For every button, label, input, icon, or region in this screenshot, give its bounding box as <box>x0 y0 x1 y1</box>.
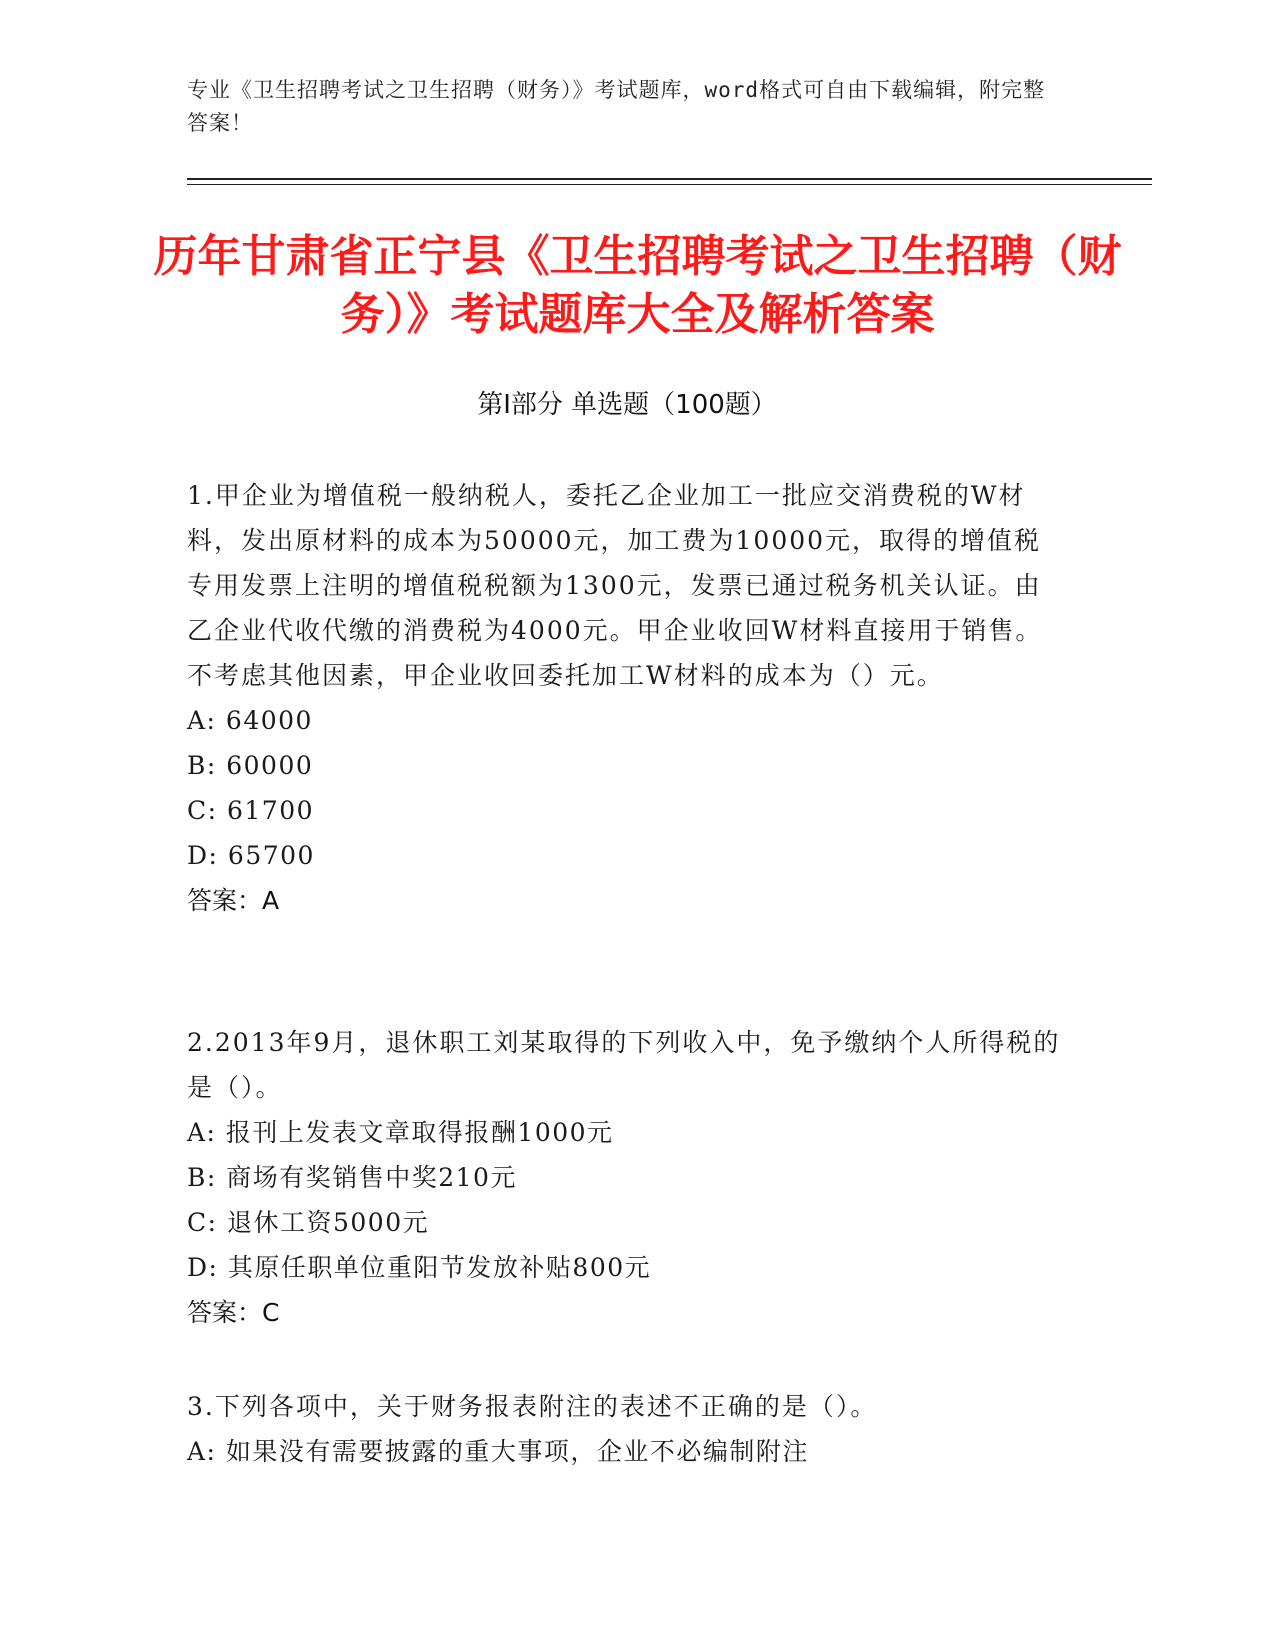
answer-line: 答案：A <box>187 886 280 915</box>
answer-line: 答案：C <box>187 1298 280 1327</box>
header-divider-thick <box>187 178 1152 180</box>
option-c: C: 退休工资5000元 <box>187 1208 430 1237</box>
document-title: 历年甘肃省正宁县《卫生招聘考试之卫生招聘（财务）》考试题库大全及解析答案 <box>153 231 1122 340</box>
option-c: C: 61700 <box>187 796 315 825</box>
option-b: B: 商场有奖销售中奖210元 <box>187 1163 517 1192</box>
question-1 <box>187 473 1067 923</box>
question-3 <box>187 1384 1067 1474</box>
option-d: D: 其原任职单位重阳节发放补贴800元 <box>187 1253 652 1282</box>
header-divider-thin <box>187 184 1152 185</box>
option-d: D: 65700 <box>187 841 315 870</box>
question-stem: 2.2013年9月，退休职工刘某取得的下列收入中，免予缴纳个人所得税的是（）。 <box>187 1028 1061 1102</box>
question-stem: 3.下列各项中，关于财务报表附注的表述不正确的是（）。 <box>187 1392 878 1421</box>
section-heading: 第Ⅰ部分 单选题（100题） <box>477 390 777 420</box>
option-a: A: 64000 <box>187 706 313 735</box>
option-b: B: 60000 <box>187 751 314 780</box>
question-2 <box>187 1020 1067 1335</box>
option-a: A: 如果没有需要披露的重大事项，企业不必编制附注 <box>187 1437 809 1466</box>
question-stem: 1.甲企业为增值税一般纳税人，委托乙企业加工一批应交消费税的W材料，发出原材料的成本为50000元，加工费为10000元，取得的增值税专用发票上注明的增值税税额为1300元，发票已通过税务机关认证。由乙企业代收代缴的消费税为4000元。甲企业收回W材料直接用于销售。不考虑其他因素，甲企业收回委托加工W材料的成本为（）元。 <box>187 481 1043 690</box>
header-note: 专业《卫生招聘考试之卫生招聘（财务）》考试题库，word格式可自由下载编辑，附完整答案！ <box>187 78 1046 135</box>
option-a: A: 报刊上发表文章取得报酬1000元 <box>187 1118 614 1147</box>
